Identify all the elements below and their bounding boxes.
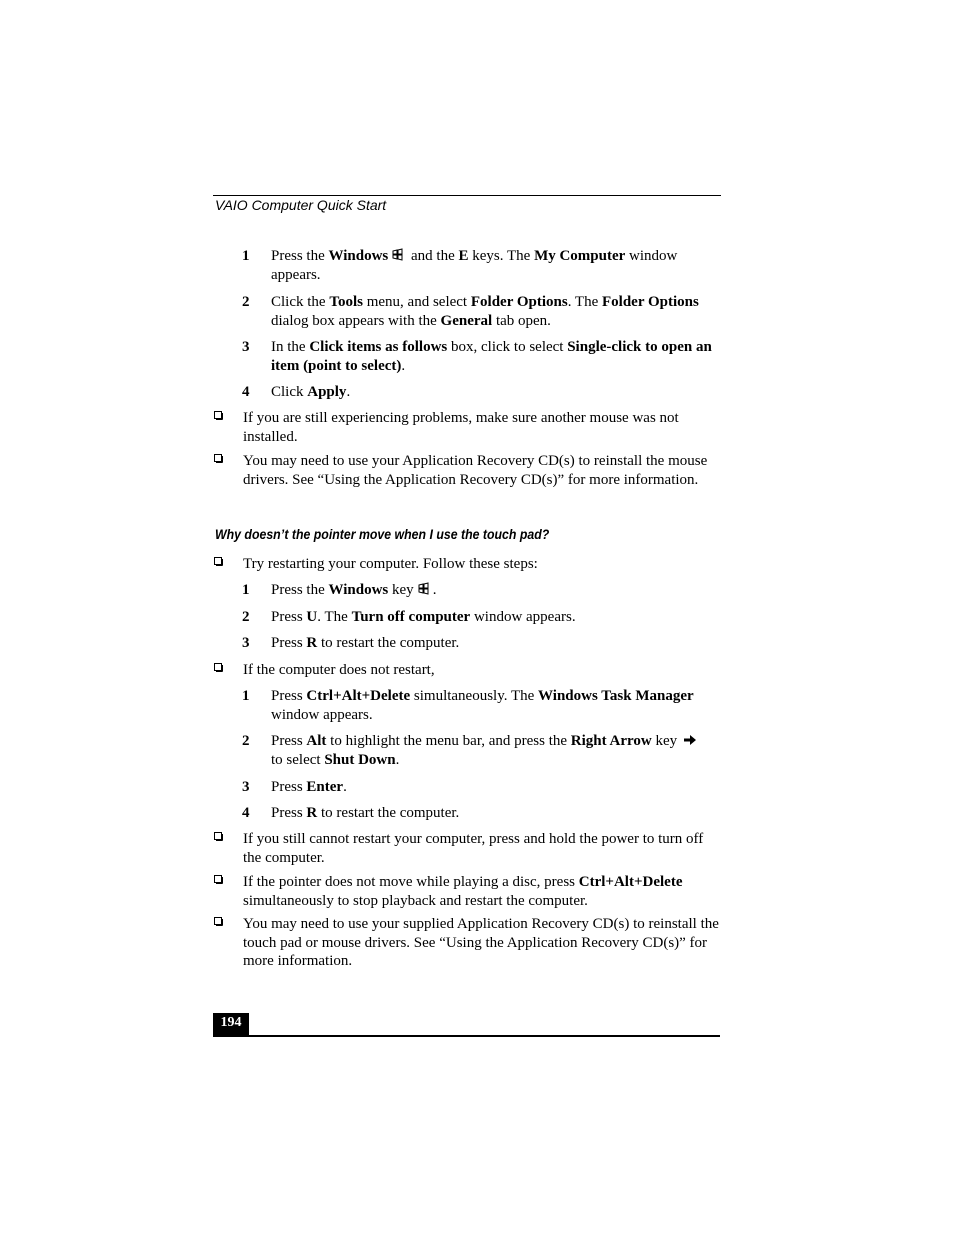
windows-key-icon xyxy=(417,582,430,595)
step-number: 3 xyxy=(242,635,250,651)
step-text: Press the Windows key . xyxy=(271,582,437,598)
step-text: Press Enter. xyxy=(271,779,347,795)
checkbox-bullet-icon xyxy=(214,875,223,884)
step-number: 1 xyxy=(242,582,250,598)
bullet-text: You may need to use your supplied Application Recovery CD(s) to reinstall the touch pad or mouse drivers. See “Using the Application Recovery CD(s)” for more information. xyxy=(243,916,719,969)
step-text: Click Apply. xyxy=(271,384,351,400)
footer-rule xyxy=(213,1035,720,1037)
step-number: 2 xyxy=(242,733,250,749)
step-text: Press the Windows and the E keys. The My Computer window appears. xyxy=(271,248,678,283)
checkbox-bullet-icon xyxy=(214,411,223,420)
page-number: 194 xyxy=(213,1013,249,1037)
step-text: Press Alt to highlight the menu bar, and press the Right Arrow key to select Shut Down. xyxy=(271,732,723,769)
checkbox-bullet-icon xyxy=(214,557,223,566)
step-number: 3 xyxy=(242,779,250,795)
bullet-text: If you are still experiencing problems, make sure another mouse was not installed. xyxy=(243,410,679,445)
step-text: Press Ctrl+Alt+Delete simultaneously. The Windows Task Manager window appears. xyxy=(271,688,694,723)
step-number: 1 xyxy=(242,688,250,704)
section-heading: Why doesn’t the pointer move when I use the touch pad? xyxy=(215,526,550,542)
checkbox-bullet-icon xyxy=(214,663,223,672)
step-number: 4 xyxy=(242,805,250,821)
bullet-text: If you still cannot restart your computer, press and hold the power to turn off the computer. xyxy=(243,831,704,866)
step-text: In the Click items as follows box, click to select Single-click to open an item (point to select). xyxy=(271,339,712,374)
running-header: VAIO Computer Quick Start xyxy=(215,197,387,213)
step-number: 2 xyxy=(242,294,250,310)
checkbox-bullet-icon xyxy=(214,454,223,463)
step-text: Press U. The Turn off computer window appears. xyxy=(271,609,576,625)
step-text: Press R to restart the computer. xyxy=(271,805,460,821)
step-text: Click the Tools menu, and select Folder Options. The Folder Options dialog box appears with the General tab open. xyxy=(271,294,699,329)
step-number: 4 xyxy=(242,384,250,400)
bullet-text: Try restarting your computer. Follow these steps: xyxy=(243,556,538,572)
checkbox-bullet-icon xyxy=(214,832,223,841)
bullet-text: If the pointer does not move while playing a disc, press Ctrl+Alt+Delete simultaneously to stop playback and restart the computer. xyxy=(243,874,683,909)
step-number: 1 xyxy=(242,248,250,264)
windows-key-icon xyxy=(391,248,404,261)
right-arrow-icon xyxy=(683,734,697,746)
step-text: Press R to restart the computer. xyxy=(271,635,460,651)
header-rule xyxy=(213,195,721,196)
step-number: 3 xyxy=(242,339,250,355)
step-number: 2 xyxy=(242,609,250,625)
bullet-text: If the computer does not restart, xyxy=(243,662,435,678)
checkbox-bullet-icon xyxy=(214,917,223,926)
bullet-text: You may need to use your Application Recovery CD(s) to reinstall the mouse drivers. See “Using the Application Recovery CD(s)” for more information. xyxy=(243,453,708,488)
